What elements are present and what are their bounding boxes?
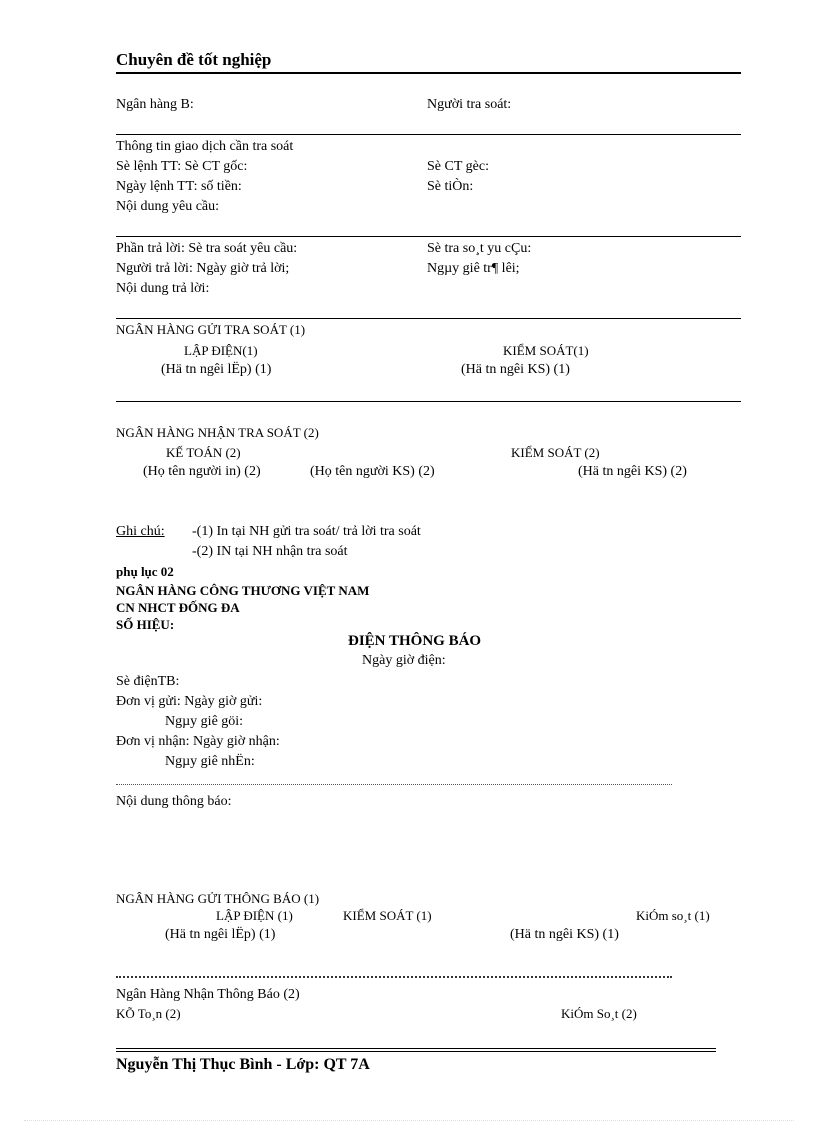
note-2: -(2) IN tại NH nhận tra soát <box>192 544 348 559</box>
info-row3: Nội dung yêu cầu: <box>116 199 220 214</box>
notice-title: ĐIỆN THÔNG BÁO <box>348 633 482 649</box>
note-1: -(1) In tại NH gửi tra soát/ trả lời tra soát <box>192 524 421 539</box>
recv-bank-label-right: KIỂM SOÁT (2) <box>511 445 600 460</box>
divider <box>116 318 741 319</box>
footer-author: Nguyễn Thị Thục Bình - Lớp: QT 7A <box>116 1056 370 1073</box>
divider <box>116 134 741 135</box>
appendix-branch: CN NHCT ĐỐNG ĐA <box>116 600 240 615</box>
reply-row2-right: Ngµy giê tr¶ lêi; <box>427 261 520 276</box>
notice-send-heading: NGÂN HÀNG GỬI THÔNG BÁO (1) <box>116 891 320 906</box>
recv-bank-sig-mid: (Họ tên người KS) (2) <box>310 464 435 479</box>
notice-send-label-mid: KIỂM SOÁT (1) <box>343 908 432 923</box>
appendix-title: phụ lục 02 <box>116 564 174 579</box>
notice-send-label-right: KiÓm so¸t (1) <box>636 908 710 923</box>
send-bank-label-right: KIỂM SOÁT(1) <box>503 343 589 358</box>
page-edge <box>24 1120 794 1121</box>
footer-rule-bottom <box>116 1051 716 1052</box>
notice-sender: Đơn vị gửi: Ngày giờ gửi: <box>116 694 263 709</box>
send-bank-sig-right: (Hä tn ngêi KS) (1) <box>461 362 570 377</box>
recv-bank-sig-left: (Họ tên người in) (2) <box>143 464 261 479</box>
notice-recv-label-left: KÕ To¸n (2) <box>116 1006 181 1021</box>
reply-row3: Nội dung trả lời: <box>116 281 210 296</box>
notice-send-label-left: LẬP ĐIỆN (1) <box>216 908 293 923</box>
send-bank-label-left: LẬP ĐIỆN(1) <box>184 343 258 358</box>
dotted-divider <box>116 976 672 978</box>
bank-b-label: Ngân hàng B: <box>116 97 194 112</box>
appendix-number: SỐ HIỆU: <box>116 617 175 632</box>
divider <box>116 401 741 402</box>
dotted-divider <box>116 784 672 785</box>
notice-content: Nội dung thông báo: <box>116 794 232 809</box>
reply-row1-left: Phần trả lời: Sè tra soát yêu cầu: <box>116 241 298 256</box>
notice-recv-label-right: KiÓm So¸t (2) <box>561 1006 637 1021</box>
divider <box>116 236 741 237</box>
info-row2-left: Ngày lệnh TT: số tiền: <box>116 179 242 194</box>
footer-rule-top <box>116 1048 716 1049</box>
info-row1-left: Sè lệnh TT: Sè CT gốc: <box>116 159 248 174</box>
notice-sender-time: Ngµy giê göi: <box>165 714 244 729</box>
notice-time: Ngày giờ điện: <box>362 653 446 668</box>
notice-send-sig-right: (Hä tn ngêi KS) (1) <box>510 927 619 942</box>
send-bank-heading: NGÂN HÀNG GỬI TRA SOÁT (1) <box>116 322 306 337</box>
notice-recv-heading: Ngân Hàng Nhận Thông Báo (2) <box>116 987 300 1002</box>
investigator-label: Người tra soát: <box>427 97 512 112</box>
reply-row2-left: Người trả lời: Ngày giờ trả lời; <box>116 261 290 276</box>
recv-bank-label-left: KẾ TOÁN (2) <box>166 445 241 460</box>
header-rule <box>116 72 741 74</box>
recv-bank-sig-right: (Hä tn ngêi KS) (2) <box>578 464 687 479</box>
page-header-title: Chuyên đề tốt nghiệp <box>116 50 272 69</box>
notice-receiver-time: Ngµy giê nhËn: <box>165 754 255 769</box>
info-heading: Thông tin giao dịch cần tra soát <box>116 139 294 154</box>
recv-bank-heading: NGÂN HÀNG NHẬN TRA SOÁT (2) <box>116 425 319 440</box>
notes-label: Ghi chú: <box>116 524 165 539</box>
info-row2-right: Sè tiÒn: <box>427 179 474 194</box>
info-row1-right: Sè CT gèc: <box>427 159 489 174</box>
notice-send-sig-left: (Hä tn ngêi lËp) (1) <box>165 927 276 942</box>
send-bank-sig-left: (Hä tn ngêi lËp) (1) <box>161 362 272 377</box>
notice-number: Sè điệnTB: <box>116 674 180 689</box>
appendix-bank: NGÂN HÀNG CÔNG THƯƠNG VIỆT NAM <box>116 583 370 598</box>
notice-receiver: Đơn vị nhận: Ngày giờ nhận: <box>116 734 280 749</box>
reply-row1-right: Sè tra so¸t yu cÇu: <box>427 241 532 256</box>
